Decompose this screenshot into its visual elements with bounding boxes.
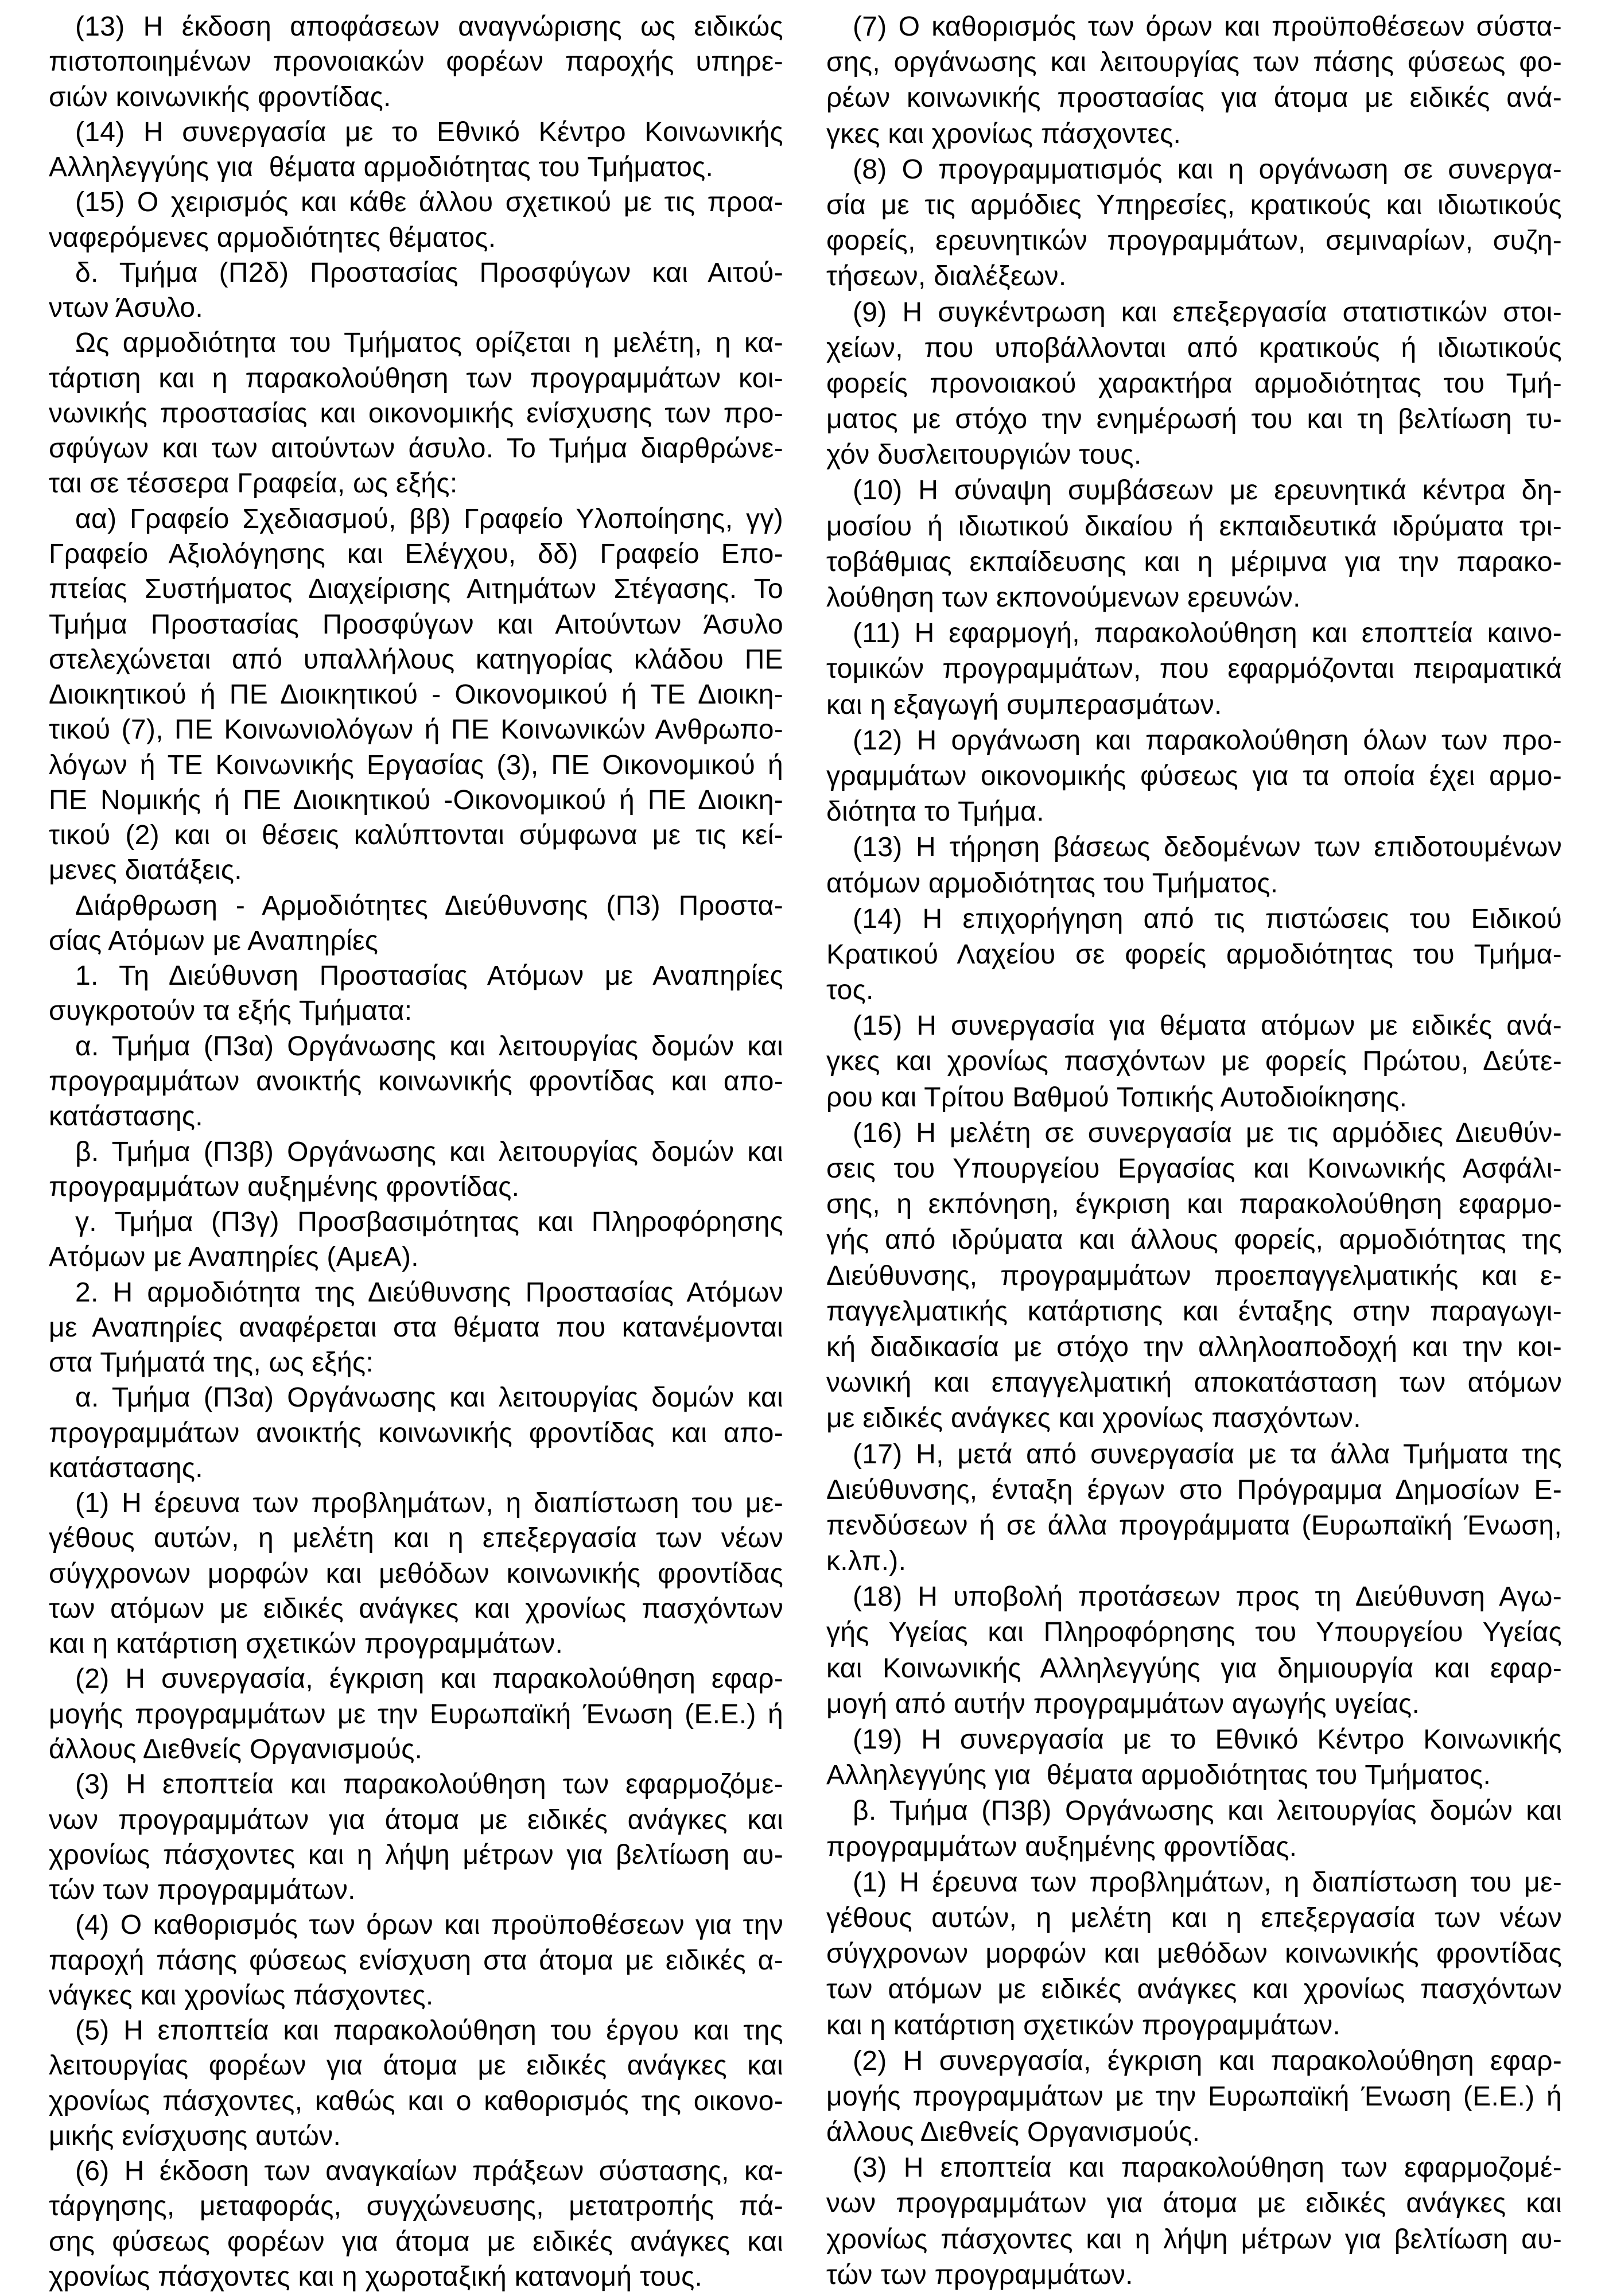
text-line: κή διαδικασία με στόχο την αλληλοαποδοχή και την κοι- xyxy=(826,1331,1562,1362)
text-line: χόν δυσλειτουργιών τους. xyxy=(826,440,1142,471)
text-line: μενες διατάξεις. xyxy=(49,855,242,886)
text-line: ντων Άσυλο. xyxy=(49,293,203,324)
text-line: Ως αρμοδιότητα του Τμήματος ορίζεται η μελέτη, η κα- xyxy=(75,328,783,359)
text-line: μικής ενίσχυσης αυτών. xyxy=(49,2120,341,2151)
text-line: (8) Ο προγραμματισμός και η οργάνωση σε συνεργα- xyxy=(853,154,1562,185)
text-line: διότητα το Τμήμα. xyxy=(826,797,1044,828)
text-line: γής από ιδρύματα και άλλους φορείς, αρμοδιότητας της xyxy=(826,1225,1562,1256)
text-line: α. Τμήμα (Π3α) Οργάνωσης και λειτουργίας δομών και xyxy=(75,1382,783,1413)
text-line: (6) Η έκδοση των αναγκαίων πράξεων σύστασης, κα- xyxy=(75,2156,783,2187)
text-line: στα Τμήματά της, ως εξής: xyxy=(49,1347,374,1378)
text-line: άλλους Διεθνείς Οργανισμούς. xyxy=(826,2117,1200,2148)
text-line: Κρατικού Λαχείου σε φορείς αρμοδιότητας του Τμήμα- xyxy=(826,939,1562,970)
text-line: γκες και χρονίως πασχόντων με φορείς Πρώτου, Δεύτε- xyxy=(826,1046,1562,1077)
text-line: πιστοποιημένων προνοιακών φορέων παροχής υπηρε- xyxy=(49,46,783,77)
text-line: Γραφείο Αξιολόγησης και Ελέγχου, δδ) Γραφείο Επο- xyxy=(49,538,783,569)
text-line: προγραμμάτων ανοικτής κοινωνικής φροντίδας και απο- xyxy=(49,1066,783,1097)
text-line: (10) Η σύναψη συμβάσεων με ερευνητικά κέντρα δη- xyxy=(853,475,1562,506)
text-line: φορείς, ερευνητικών προγραμμάτων, σεμιναρίων, συζη- xyxy=(826,226,1562,257)
text-line: γής Υγείας και Πληροφόρησης του Υπουργείου Υγείας xyxy=(826,1617,1562,1648)
text-line: τομικών προγραμμάτων, που εφαρμόζονται πειραματικά xyxy=(826,654,1562,685)
text-line: με Αναπηρίες αναφέρεται στα θέματα που κατανέμονται xyxy=(49,1312,783,1343)
text-line: (11) Η εφαρμογή, παρακολούθηση και εποπτεία καινο- xyxy=(853,618,1562,649)
text-line: (12) Η οργάνωση και παρακολούθηση όλων των προ- xyxy=(853,725,1562,756)
text-line: 1. Τη Διεύθυνση Προστασίας Ατόμων με Αναπηρίες xyxy=(75,961,783,992)
text-line: σεις του Υπουργείου Εργασίας και Κοινωνικής Ασφάλι- xyxy=(826,1153,1562,1184)
text-line: (16) Η μελέτη σε συνεργασία με τις αρμόδιες Διευθύν- xyxy=(853,1117,1562,1148)
text-line: Αλληλεγγύης για θέματα αρμοδιότητας του Τμήματος. xyxy=(49,152,714,183)
text-line: τών των προγραμμάτων. xyxy=(49,1875,356,1906)
text-line: με ειδικές ανάγκες και χρονίως πασχόντων. xyxy=(826,1403,1361,1434)
text-line: (14) Η συνεργασία με το Εθνικό Κέντρο Κοινωνικής xyxy=(75,116,783,147)
text-line: νάγκες και χρονίως πάσχοντες. xyxy=(49,1980,434,2011)
text-line: παροχή πάσης φύσεως ενίσχυση στα άτομα με ειδικές α- xyxy=(49,1945,783,1976)
text-line: λούθηση των εκπονούμενων ερευνών. xyxy=(826,582,1301,613)
text-line: (13) Η τήρηση βάσεως δεδομένων των επιδοτουμένων xyxy=(853,832,1562,863)
text-line: και Κοινωνικής Αλληλεγγύης για δημιουργία και εφαρ- xyxy=(826,1653,1562,1684)
text-line: παγγελματικής κατάρτισης και ένταξης στην παραγωγι- xyxy=(826,1296,1562,1327)
text-line: (17) Η, μετά από συνεργασία με τα άλλα Τμήματα της xyxy=(853,1439,1562,1470)
text-line: (2) Η συνεργασία, έγκριση και παρακολούθηση εφαρ- xyxy=(75,1664,783,1695)
text-column-left xyxy=(49,9,783,2294)
text-line: κατάστασης. xyxy=(49,1101,203,1132)
text-line: μογή από αυτήν προγραμμάτων αγωγής υγείας. xyxy=(826,1688,1420,1719)
text-line: 2. Η αρμοδιότητα της Διεύθυνσης Προστασίας Ατόμων xyxy=(75,1277,783,1308)
text-line: γραμμάτων οικονομικής φύσεως για τα οποία έχει αρμο- xyxy=(826,760,1562,791)
text-line: Διεύθυνσης, ένταξη έργων στο Πρόγραμμα Δημοσίων Ε- xyxy=(826,1474,1562,1505)
text-line: Διεύθυνσης, προγραμμάτων προεπαγγελματικής και ε- xyxy=(826,1260,1562,1291)
text-line: σιών κοινωνικής φροντίδας. xyxy=(49,81,391,112)
text-line: κατάστασης. xyxy=(49,1452,203,1483)
text-line: (14) Η επιχορήγηση από τις πιστώσεις του Ειδικού xyxy=(853,903,1562,934)
text-line: χρονίως πάσχοντες και η λήψη μέτρων για βελτίωση αυ- xyxy=(826,2224,1562,2255)
text-line: κ.λπ.). xyxy=(826,1546,907,1577)
text-line: τήσεων, διαλέξεων. xyxy=(826,261,1067,292)
text-line: σία με τις αρμόδιες Υπηρεσίες, κρατικούς και ιδιωτικούς xyxy=(826,189,1562,220)
text-line: (1) Η έρευνα των προβλημάτων, η διαπίστωση του με- xyxy=(853,1867,1562,1898)
text-line: πτείας Συστήματος Διαχείρισης Αιτημάτων Στέγασης. Το xyxy=(49,574,783,605)
text-line: Διάρθρωση - Αρμοδιότητες Διεύθυνσης (Π3) Προστα- xyxy=(75,890,783,921)
text-line: Αλληλεγγύης για θέματα αρμοδιότητας του Τμήματος. xyxy=(826,1760,1491,1791)
text-line: τών των προγραμμάτων. xyxy=(826,2259,1133,2290)
text-line: γ. Τμήμα (Π3γ) Προσβασιμότητας και Πληροφόρησης xyxy=(75,1207,783,1238)
text-line: λειτουργίας φορέων για άτομα με ειδικές ανάγκες και xyxy=(49,2050,783,2081)
text-line: β. Τμήμα (Π3β) Οργάνωσης και λειτουργίας δομών και xyxy=(853,1796,1562,1827)
text-line: των ατόμων με ειδικές ανάγκες και χρονίως πασχόντων xyxy=(826,1974,1562,2005)
text-line: σης φύσεως φορέων για άτομα με ειδικές ανάγκες και xyxy=(49,2226,783,2257)
text-line: νων προγραμμάτων για άτομα με ειδικές ανάγκες και xyxy=(49,1804,783,1835)
text-line: (15) Ο χειρισμός και κάθε άλλου σχετικού με τις προα- xyxy=(75,187,783,218)
text-line: ματος με στόχο την ενημέρωσή του και τη βελτίωση τυ- xyxy=(826,404,1562,435)
text-line: προγραμμάτων ανοικτής κοινωνικής φροντίδας και απο- xyxy=(49,1417,783,1448)
text-line: Διοικητικού ή ΠΕ Διοικητικού - Οικονομικού ή ΤΕ Διοικη- xyxy=(49,679,783,710)
text-line: Ατόμων με Αναπηρίες (ΑμεΑ). xyxy=(49,1242,419,1273)
text-line: (19) Η συνεργασία με το Εθνικό Κέντρο Κοινωνικής xyxy=(853,1724,1562,1755)
text-line: σφύγων και των αιτούντων άσυλο. Το Τμήμα διαρθρώνε- xyxy=(49,433,783,464)
text-line: (4) Ο καθορισμός των όρων και προϋποθέσεων για την xyxy=(75,1910,783,1941)
text-line: μογής προγραμμάτων με την Ευρωπαϊκή Ένωση (Ε.Ε.) ή xyxy=(826,2081,1562,2112)
text-line: σύγχρονων μορφών και μεθόδων κοινωνικής φροντίδας xyxy=(49,1558,783,1589)
text-line: γέθους αυτών, η μελέτη και η επεξεργασία των νέων xyxy=(826,1902,1562,1933)
text-line: (5) Η εποπτεία και παρακολούθηση του έργου και της xyxy=(75,2015,783,2046)
text-line: στελεχώνεται από υπαλλήλους κατηγορίας κλάδου ΠΕ xyxy=(49,644,783,675)
text-line: γκες και χρονίως πάσχοντες. xyxy=(826,118,1182,149)
text-line: Τμήμα Προστασίας Προσφύγων και Αιτούντων Άσυλο xyxy=(49,609,783,640)
text-line: τάργησης, μεταφοράς, συγχώνευσης, μετατροπής πά- xyxy=(49,2191,783,2222)
text-line: ατόμων αρμοδιότητας του Τμήματος. xyxy=(826,868,1278,899)
text-line: (7) Ο καθορισμός των όρων και προϋποθέσεων σύστα- xyxy=(853,11,1562,42)
text-line: δ. Τμήμα (Π2δ) Προστασίας Προσφύγων και Αιτού- xyxy=(75,257,783,288)
text-line: αα) Γραφείο Σχεδιασμού, ββ) Γραφείο Υλοποίησης, γγ) xyxy=(75,503,783,534)
text-line: μοσίου ή ιδιωτικού δικαίου ή εκπαιδευτικά ιδρύματα τρι- xyxy=(826,511,1562,542)
text-line: πενδύσεων ή σε άλλα προγράμματα (Ευρωπαϊκή Ένωση, xyxy=(826,1510,1562,1541)
text-line: α. Τμήμα (Π3α) Οργάνωσης και λειτουργίας δομών και xyxy=(75,1031,783,1062)
text-line: τος. xyxy=(826,975,874,1006)
text-line: συγκροτούν τα εξής Τμήματα: xyxy=(49,996,413,1027)
text-line: χείων, που υποβάλλονται από κρατικούς ή ιδιωτικούς xyxy=(826,332,1562,363)
text-line: νων προγραμμάτων για άτομα με ειδικές ανάγκες και xyxy=(826,2188,1562,2219)
text-line: ται σε τέσσερα Γραφεία, ως εξής: xyxy=(49,468,458,499)
text-column-right xyxy=(826,9,1562,2293)
text-line: τοβάθμιας εκπαίδευσης και η μέριμνα για την παρακο- xyxy=(826,546,1562,577)
text-line: προγραμμάτων αυξημένης φροντίδας. xyxy=(49,1171,520,1202)
text-line: (2) Η συνεργασία, έγκριση και παρακολούθηση εφαρ- xyxy=(853,2045,1562,2076)
text-line: τάρτιση και η παρακολούθηση των προγραμμάτων κοι- xyxy=(49,363,783,394)
text-line: σίας Ατόμων με Αναπηρίες xyxy=(49,925,379,956)
text-line: (15) Η συνεργασία για θέματα ατόμων με ειδικές ανά- xyxy=(853,1011,1562,1042)
text-line: των ατόμων με ειδικές ανάγκες και χρονίως πασχόντων xyxy=(49,1593,783,1624)
text-line: νωνική και επαγγελματική αποκατάσταση των ατόμων xyxy=(826,1368,1562,1398)
text-line: γέθους αυτών, η μελέτη και η επεξεργασία των νέων xyxy=(49,1523,783,1554)
text-line: χρονίως πάσχοντες, καθώς και ο καθορισμός της οικονο- xyxy=(49,2085,783,2116)
text-line: και η κατάρτιση σχετικών προγραμμάτων. xyxy=(49,1629,564,1660)
text-line: (9) Η συγκέντρωση και επεξεργασία στατιστικών στοι- xyxy=(853,297,1562,328)
text-line: β. Τμήμα (Π3β) Οργάνωσης και λειτουργίας δομών και xyxy=(75,1136,783,1167)
text-line: τικού (7), ΠΕ Κοινωνιολόγων ή ΠΕ Κοινωνικών Ανθρωπο- xyxy=(49,714,783,745)
text-line: φορείς προνοιακού χαρακτήρα αρμοδιότητας του Τμή- xyxy=(826,368,1562,399)
text-line: άλλους Διεθνείς Οργανισμούς. xyxy=(49,1734,423,1765)
text-line: (3) Η εποπτεία και παρακολούθηση των εφαρμοζομέ- xyxy=(853,2153,1562,2184)
text-line: ΠΕ Νομικής ή ΠΕ Διοικητικού -Οικονομικού ή ΠΕ Διοικη- xyxy=(49,784,783,815)
text-line: σης, οργάνωσης και λειτουργίας των πάσης φύσεως φο- xyxy=(826,47,1562,78)
text-line: ρέων κοινωνικής προστασίας για άτομα με ειδικές ανά- xyxy=(826,83,1562,114)
text-line: σης, η εκπόνηση, έγκριση και παρακολούθηση εφαρμο- xyxy=(826,1189,1562,1220)
text-line: και η εξαγωγή συμπερασμάτων. xyxy=(826,689,1222,720)
text-line: χρονίως πάσχοντες και η λήψη μέτρων για βελτίωση αυ- xyxy=(49,1839,783,1870)
text-line: ρου και Τρίτου Βαθμού Τοπικής Αυτοδιοίκησης. xyxy=(826,1082,1408,1113)
text-line: χρονίως πάσχοντες και η χωροταξική κατανομή τους. xyxy=(49,2262,703,2292)
text-line: λόγων ή ΤΕ Κοινωνικής Εργασίας (3), ΠΕ Οικονομικού ή xyxy=(49,749,783,780)
text-line: σύγχρονων μορφών και μεθόδων κοινωνικής φροντίδας xyxy=(826,1938,1562,1969)
text-line: τικού (2) και οι θέσεις καλύπτονται σύμφωνα με τις κεί- xyxy=(49,820,783,851)
text-line: (18) Η υποβολή προτάσεων προς τη Διεύθυνση Αγω- xyxy=(853,1582,1562,1613)
text-line: προγραμμάτων αυξημένης φροντίδας. xyxy=(826,1831,1297,1862)
text-line: και η κατάρτιση σχετικών προγραμμάτων. xyxy=(826,2010,1341,2041)
text-line: ναφερόμενες αρμοδιότητες θέματος. xyxy=(49,222,496,253)
text-line: (1) Η έρευνα των προβλημάτων, η διαπίστωση του με- xyxy=(75,1488,783,1519)
text-line: (3) Η εποπτεία και παρακολούθηση των εφαρμοζόμε- xyxy=(75,1769,783,1800)
text-line: μογής προγραμμάτων με την Ευρωπαϊκή Ένωση (Ε.Ε.) ή xyxy=(49,1699,783,1730)
text-line: (13) Η έκδοση αποφάσεων αναγνώρισης ως ειδικώς xyxy=(75,11,783,42)
text-line: νωνικής προστασίας και οικονομικής ενίσχυσης των προ- xyxy=(49,398,783,429)
